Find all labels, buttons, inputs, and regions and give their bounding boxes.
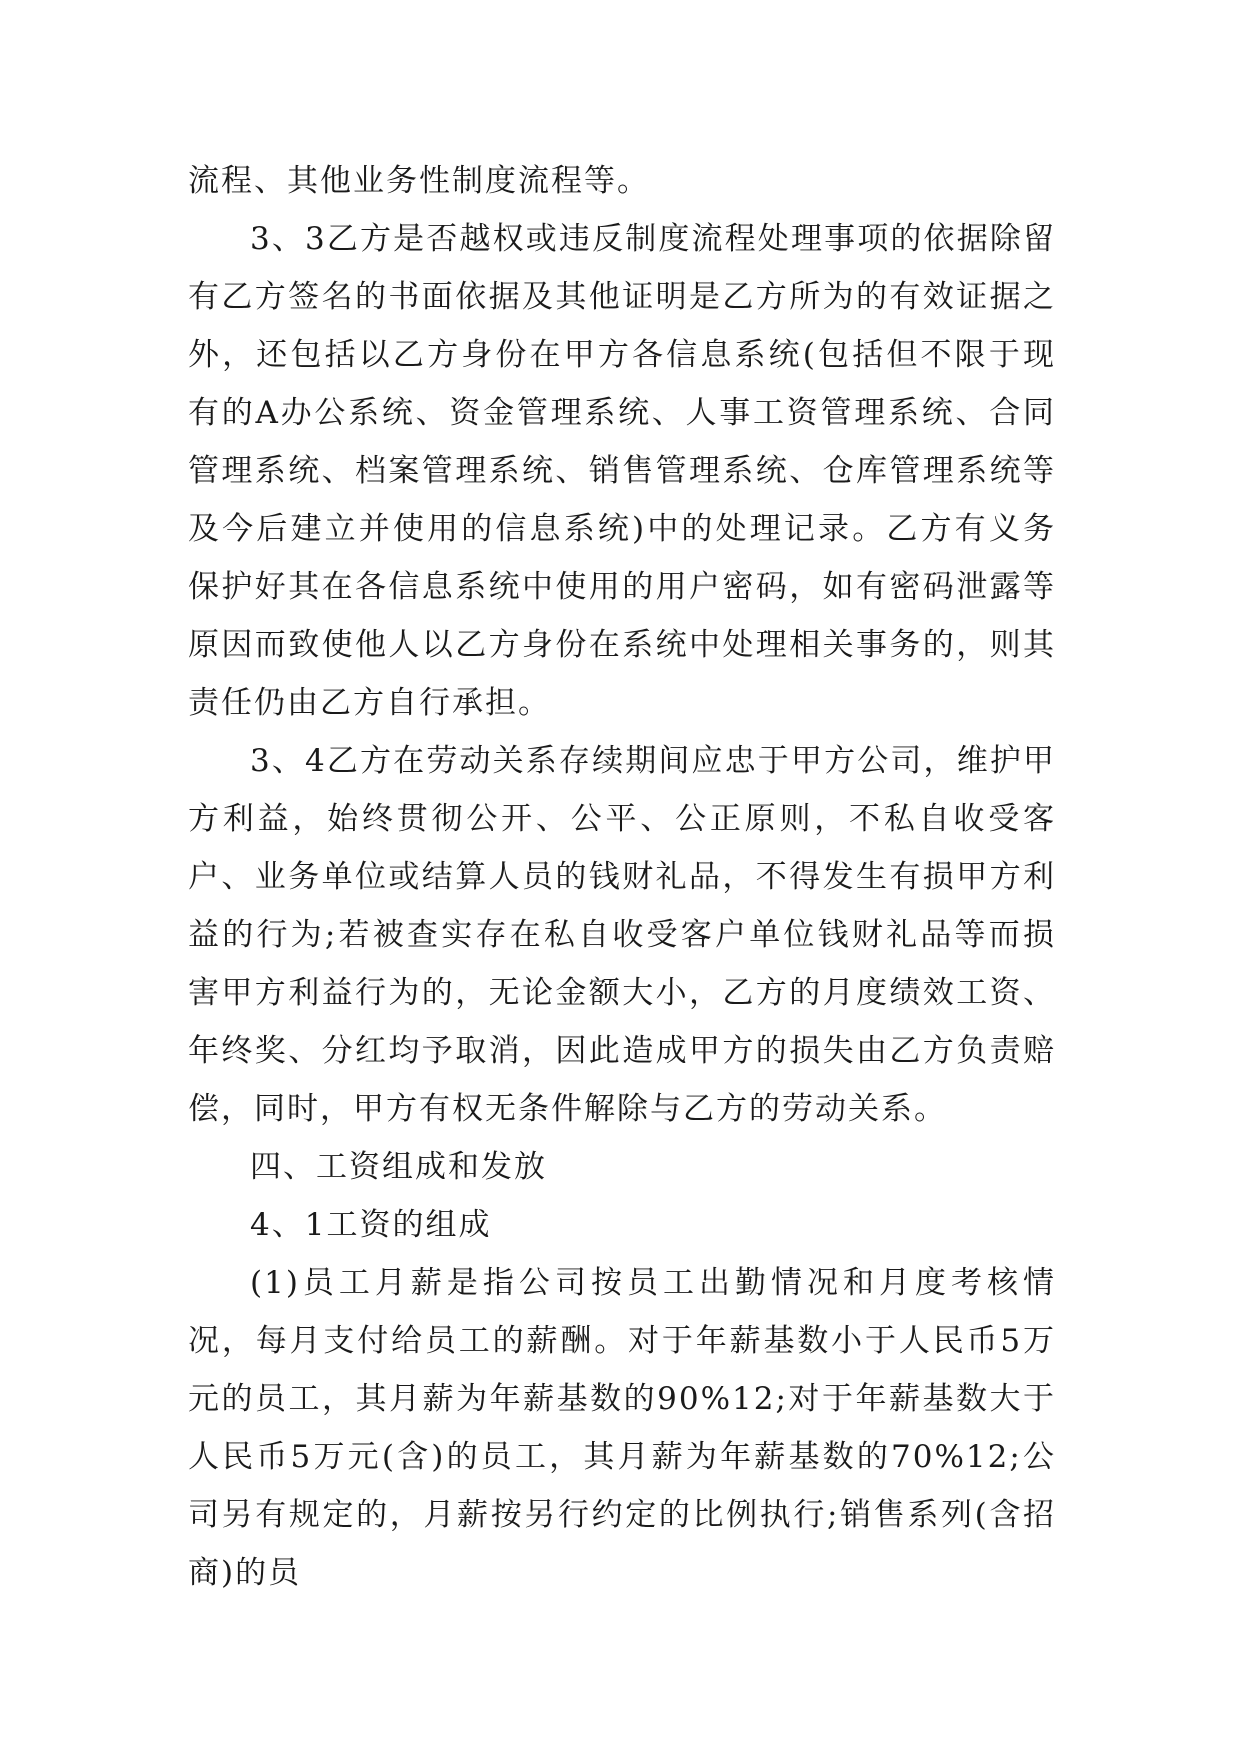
paragraph-4-1-1: (1)员工月薪是指公司按员工出勤情况和月度考核情况，每月支付给员工的薪酬。对于年薪基数小于人民币5万元的员工，其月薪为年薪基数的90%12;对于年薪基数大于人民币5万元(含)的员工，其月薪为年薪基数的70%12;公司另有规定的，月薪按另行约定的比例执行;销售系列(含招商)的员 xyxy=(188,1265,1056,1591)
paragraph-3-3: 3、3乙方是否越权或违反制度流程处理事项的依据除留有乙方签名的书面依据及其他证明是乙方所为的有效证据之外，还包括以乙方身份在甲方各信息系统(包括但不限于现有的A办公系统、资金管理系统、人事工资管理系统、合同管理系统、档案管理系统、销售管理系统、仓库管理系统等及今后建立并使用的信息系统)中的处理记录。乙方有义务保护好其在各信息系统中使用的用户密码，如有密码泄露等原因而致使他人以乙方身份在系统中处理相关事务的，则其责任仍由乙方自行承担。 xyxy=(188,221,1056,721)
subsection-heading-4-1: 4、1工资的组成 xyxy=(250,1207,492,1243)
section-heading-4: 四、工资组成和发放 xyxy=(250,1149,547,1185)
paragraph-3-4: 3、4乙方在劳动关系存续期间应忠于甲方公司，维护甲方利益，始终贯彻公开、公平、公正原则，不私自收受客户、业务单位或结算人员的钱财礼品，不得发生有损甲方利益的行为;若被查实存在私自收受客户单位钱财礼品等而损害甲方利益行为的，无论金额大小，乙方的月度绩效工资、年终奖、分红均予取消，因此造成甲方的损失由乙方负责赔偿，同时，甲方有权无条件解除与乙方的劳动关系。 xyxy=(188,743,1056,1127)
document-body xyxy=(188,152,1056,1602)
paragraph-1: 流程、其他业务性制度流程等。 xyxy=(188,163,650,199)
